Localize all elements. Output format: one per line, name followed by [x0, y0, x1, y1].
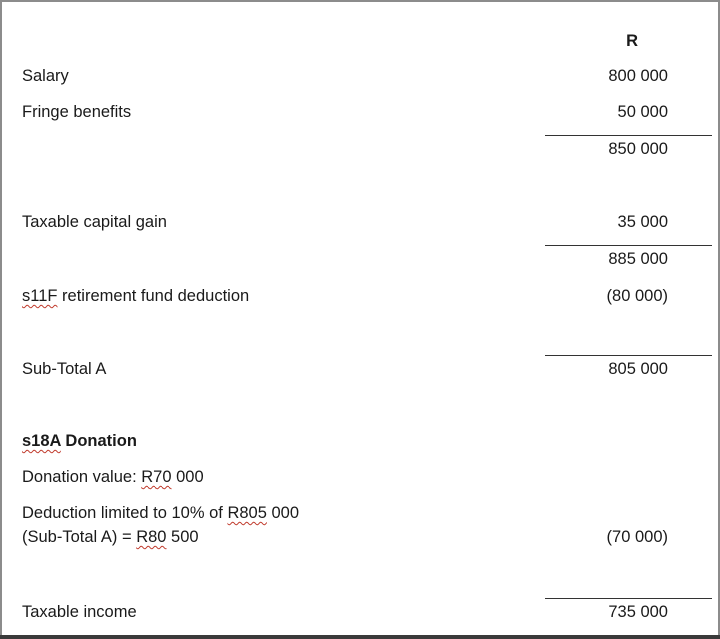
salary-label: Salary: [22, 67, 69, 85]
currency-header: R: [626, 32, 638, 50]
deduction-limit-code: R80: [136, 528, 167, 546]
subtotal-a-label: Sub-Total A: [22, 360, 107, 378]
donation-heading: [22, 429, 137, 454]
capital-gain-label: Taxable capital gain: [22, 213, 167, 231]
deduction-limit-code: R805: [227, 504, 267, 522]
deduction-limit-suffix: 000: [266, 504, 300, 522]
section-code: s18A: [22, 432, 61, 450]
donation-value-code: R70: [141, 468, 172, 486]
total-rule: [545, 598, 712, 599]
retirement-deduction-text: retirement fund deduction: [57, 287, 250, 305]
subtotal-amount: 885 000: [608, 250, 668, 268]
capital-gain-amount: 35 000: [617, 213, 668, 231]
deduction-limit-line2: [22, 525, 199, 550]
bottom-border: [0, 635, 720, 639]
donation-heading-text: Donation: [60, 432, 137, 450]
subtotal-rule: [545, 245, 712, 246]
deduction-limit-suffix: 500: [166, 528, 199, 546]
subtotal-rule: [545, 355, 712, 356]
subtotal-rule: [545, 135, 712, 136]
section-code: s11F: [22, 287, 58, 305]
retirement-deduction-amount: (80 000): [606, 287, 668, 305]
deduction-limit-line1: [22, 501, 299, 526]
taxable-income-label: Taxable income: [22, 603, 137, 621]
retirement-deduction-label: [22, 284, 249, 309]
donation-value-suffix: 000: [171, 468, 204, 486]
subtotal-a-amount: 805 000: [608, 360, 668, 378]
donation-value-prefix: Donation value:: [22, 468, 142, 486]
donation-deduction-amount: (70 000): [606, 528, 668, 546]
fringe-benefits-amount: 50 000: [617, 103, 668, 121]
donation-value-label: [22, 465, 204, 490]
deduction-limit-prefix: Deduction limited to 10% of: [22, 504, 228, 522]
deduction-limit-prefix: (Sub-Total A) =: [22, 528, 137, 546]
taxable-income-amount: 735 000: [608, 603, 668, 621]
salary-amount: 800 000: [608, 67, 668, 85]
fringe-benefits-label: Fringe benefits: [22, 103, 132, 121]
subtotal-amount: 850 000: [608, 140, 668, 158]
